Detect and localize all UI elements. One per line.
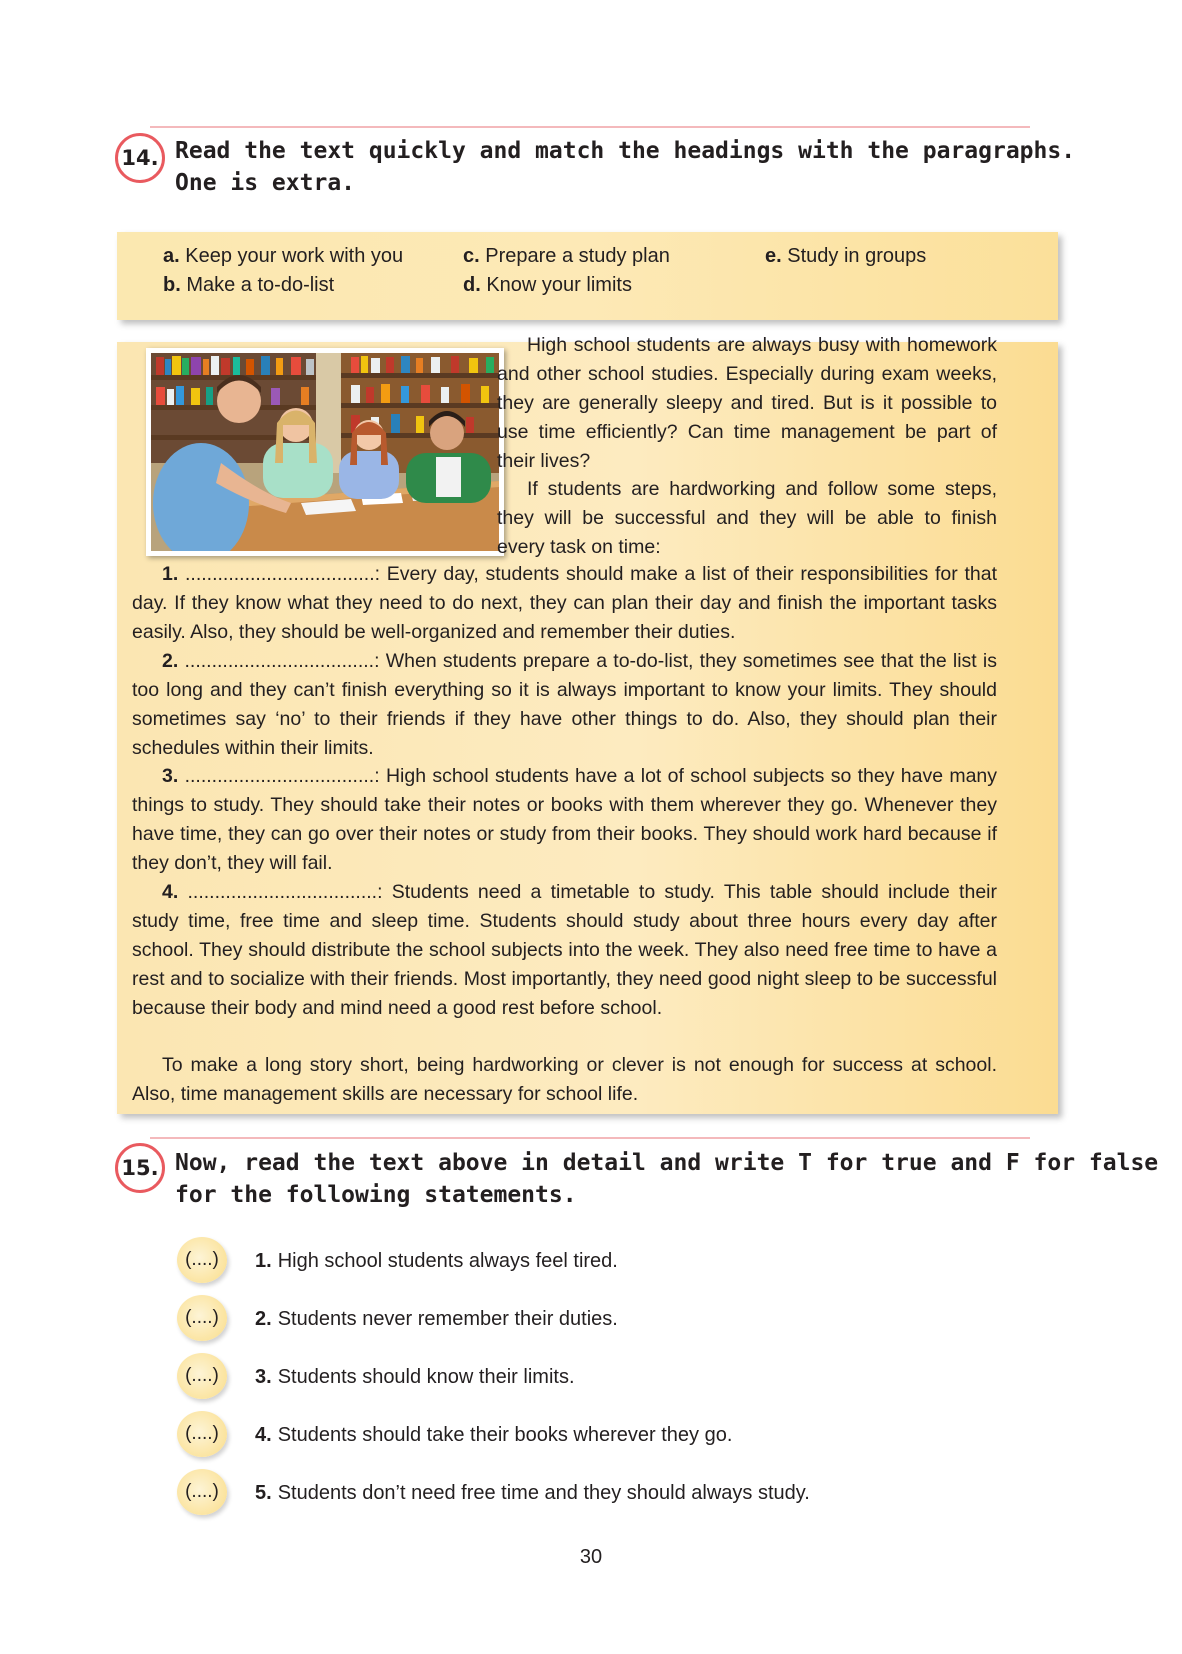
ex14-divider-line [150,126,1030,128]
paragraph-4-blank: ...................................: [187,881,383,903]
students-studying-photo [146,348,504,556]
ex14-instruction-line2: One is extra. [175,170,356,196]
tf-answer-blank-1[interactable]: (....) [177,1237,227,1283]
heading-option-e: e. Study in groups [765,245,927,267]
statement-2: 2. Students never remember their duties. [255,1308,618,1330]
tf-answer-blank-5[interactable]: (....) [177,1469,227,1515]
heading-option-d: d. Know your limits [463,274,632,296]
reading-intro-paragraph-2: If students are hardworking and follow some steps, they will be successful and they will be able to finish every task on time: [497,478,997,558]
statement-3: 3. Students should know their limits. [255,1366,575,1388]
statement-1: 1. High school students always feel tired. [255,1250,618,1272]
statement-4: 4. Students should take their books wherever they go. [255,1424,733,1446]
heading-option-c: c. Prepare a study plan [463,245,670,267]
ex14-instruction-line1: Read the text quickly and match the headings with the paragraphs. [175,138,1076,164]
tf-answer-blank-2[interactable]: (....) [177,1295,227,1341]
paragraph-4-text: Students need a timetable to study. This table should include their study time, free time and sleep time. Students should study about three hours every day after school. They should distribute the school subjects into the week. They also need free time to have a rest and to socialize with their friends. Most importantly, they need good night sleep to be successful because their body and mind need a good rest before school. [132,881,997,1019]
paragraph-2-number: 2. [162,650,179,672]
paragraph-1-blank: ...................................: [185,563,381,585]
students-photo-illustration [151,353,499,551]
statement-5: 5. Students don’t need free time and they should always study. [255,1482,810,1504]
paragraph-4-number: 4. [162,881,179,903]
heading-option-b: b. Make a to-do-list [163,274,335,296]
heading-option-a: a. Keep your work with you [163,245,404,267]
paragraph-3-number: 3. [162,765,179,787]
reading-paragraph-2 [132,647,997,763]
ex14-number: 14. [115,133,165,183]
reading-conclusion: To make a long story short, being hardworking or clever is not enough for success at school. Also, time management skills are necessary for school life. [132,1054,997,1105]
ex15-number: 15. [115,1143,165,1193]
paragraph-3-text: High school students have a lot of school subjects so they have many things to study. They should take their notes or books with them wherever they go. Whenever they have time, they can go over their notes or study from their books. They should work hard because if they don’t, they will fail. [132,765,998,874]
paragraph-3-blank: ...................................: [184,765,380,787]
reading-paragraph-4 [132,878,997,1023]
paragraph-2-text: When students prepare a to-do-list, they sometimes see that the list is too long and they can’t finish everything so it is always important to know your limits. They should sometimes say ‘no’ to their friends if they have other things to do. Also, they should plan their schedules within their limits. [132,650,998,759]
ex15-instruction-line2: for the following statements. [175,1182,577,1208]
reading-intro-paragraph-1: High school students are always busy with homework and other school studies. Especially during exam weeks, they are generally sleepy and tired. But is it possible to use time efficiently? Can time management be part of their lives? [497,334,997,472]
ex15-divider-line [150,1137,1030,1139]
page-number: 30 [579,1546,603,1568]
paragraph-2-blank: ...................................: [184,650,380,672]
paragraph-1-number: 1. [162,563,179,585]
ex15-instruction-line1: Now, read the text above in detail and write T for true and F for false [175,1150,1159,1176]
reading-paragraph-3 [132,762,997,878]
tf-answer-blank-4[interactable]: (....) [177,1411,227,1457]
reading-paragraph-1 [132,560,997,647]
paragraph-1-text: Every day, students should make a list of their responsibilities for that day. If they know what they need to do next, they can plan their day and finish the important tasks easily. Also, they should be well-organized and remember their duties. [132,563,997,643]
tf-answer-blank-3[interactable]: (....) [177,1353,227,1399]
